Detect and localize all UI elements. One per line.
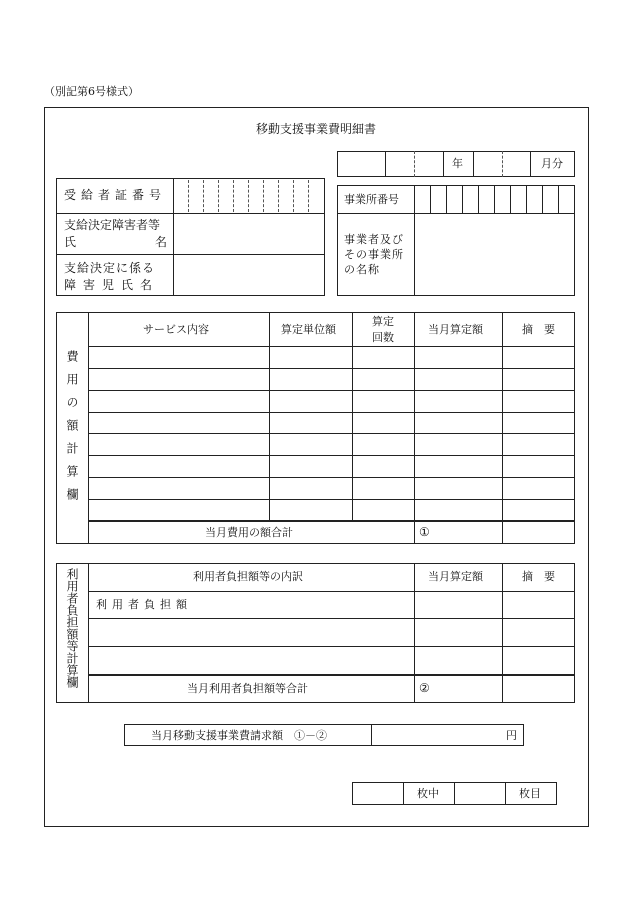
remarks-header: 摘 要 — [522, 323, 555, 336]
user-side-label: 利用者負担額等計算欄 — [65, 568, 79, 688]
disabled-name-label: 支給決定障害者等 — [64, 218, 161, 232]
pages-current-label: 枚目 — [519, 787, 541, 800]
pages-total-label: 枚中 — [417, 787, 439, 800]
user-monthly-header: 当月算定額 — [428, 570, 483, 583]
cert-no-label: 受給者証番号 — [64, 188, 167, 202]
cost-side-label: 費用の額計算欄 — [65, 350, 79, 511]
child-name-label: 支給決定に係る — [64, 261, 156, 275]
disabled-name-label-a: 氏 — [64, 235, 77, 249]
year-label: 年 — [452, 157, 463, 170]
office-name-label-1: 事業者及び — [344, 233, 404, 246]
user-section — [56, 563, 575, 703]
count-header-1: 算定 — [372, 315, 394, 328]
count-header-2: 回数 — [372, 331, 394, 344]
monthly-amount-header: 当月算定額 — [428, 323, 483, 336]
child-name-label-2: 障害児氏名 — [64, 278, 160, 292]
month-label: 月分 — [541, 157, 563, 170]
service-header: サービス内容 — [143, 323, 209, 336]
user-remarks-header: 摘 要 — [522, 570, 555, 583]
office-name-label-2: その事業所 — [344, 248, 404, 261]
user-burden-row-label: 利用者負担額 — [96, 598, 192, 611]
breakdown-header: 利用者負担額等の内訳 — [193, 570, 303, 583]
user-total-label: 当月利用者負担額等合計 — [187, 682, 308, 695]
claim-unit: 円 — [506, 729, 517, 742]
user-total-mark: ② — [419, 681, 430, 695]
cost-total-mark: ① — [419, 525, 430, 539]
form-title: 移動支援事業費明細書 — [256, 122, 377, 136]
office-no-label: 事業所番号 — [344, 193, 399, 206]
claim-label: 当月移動支援事業費請求額 ①－② — [151, 729, 327, 742]
disabled-name-label-b: 名 — [155, 235, 168, 249]
cost-total-label: 当月費用の額合計 — [205, 526, 293, 539]
unit-amount-header: 算定単位額 — [281, 323, 336, 336]
office-name-label-3: の名称 — [344, 263, 380, 276]
form-reference: （別記第6号様式） — [44, 85, 139, 98]
